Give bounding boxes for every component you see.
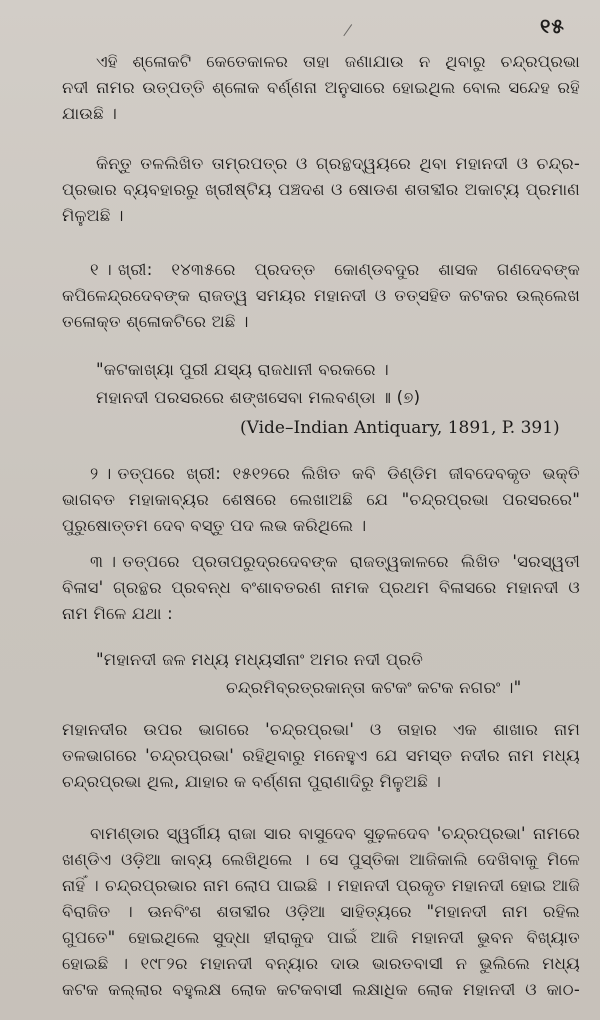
paragraph-7-line-2: ଖଣ୍ଡିଏ ଓଡ଼ିଆ କାବ୍ୟ ଲେଖିଥିଲେ । ସେ ପୁସ୍ତିକା ଆଜିକାଲି ଦେଖିବାକୁ ମିଳେ <box>62 850 580 869</box>
paragraph-7-line-1: ବାମଣ୍ଡାର ସ୍ୱର୍ଗୀୟ ରାଜା ସାର ବାସୁଦେବ ସୁଢ଼ଳଦେବ 'ଚନ୍ଦ୍ରପ୍ରଭା' ନାମରେ <box>90 824 580 843</box>
paragraph-2-line-2: ପ୍ରଭାର ବ୍ୟବହାରରୁ ଖ୍ରୀଷ୍ଟିୟ ପଞ୍ଚଦଶ ଓ ଷୋଡଶ ଶତାବ୍ଦୀର ଅକାଟ୍ୟ ପ୍ରମାଣ <box>62 180 580 199</box>
quote-1-line-2: ମହାନଦୀ ପରସରରେ ଶଙ୍ଖସେବା ମଲବଣ୍ଡା ॥ (୭) <box>96 388 421 407</box>
paragraph-7-line-3: ନାହିଁ । ଚନ୍ଦ୍ରପ୍ରଭାର ନାମ ଲୋପ ପାଇଛି । ମହାନଦୀ ପ୍ରକୃତ ମହାନଦୀ ହୋଇ ଆଜି <box>62 876 580 895</box>
pen-mark <box>343 24 354 38</box>
quote-1-line-1: "କଟକାଖ୍ୟା ପୁରୀ ଯସ୍ୟ ରାଜଧାନୀ ବରକରେ । <box>96 360 389 379</box>
paragraph-4-line-1: ୨ । ତତ୍ପରେ ଖ୍ରୀ: ୧୫୧୨ରେ ଲିଖିତ କବି ଡିଣ୍ଡିମ ଜୀବଦେବକୃତ ଭକ୍ତି <box>90 462 580 488</box>
paragraph-3-line-1: ୧ । ଖ୍ରୀ: ୧୪୩୫ରେ ପ୍ରଦତ୍ତ କୋଣ୍ଡବଦୁର ଶାସକ ଗଣଦେବଙ୍କ <box>90 258 580 284</box>
paragraph-7-line-7: କଟକ କଲ୍ଲାର ବହୁଲକ୍ଷ ଲୋକ କଟକବାସୀ ଲକ୍ଷାଧିକ ଲୋକ ମହାନଦୀ ଓ କାଠ- <box>62 980 580 999</box>
paragraph-4-line-3: ପୁରୁଷୋତ୍ତମ ଦେବ ବସ୍ତୁ ପଦ ଲଭ କରିଥିଲେ । <box>62 516 367 535</box>
paragraph-1-line-1: ଏହି ଶ୍ଳୋକଟି କେତେକାଳର ତାହା ଜଣାଯାଉ ନ ଥିବାରୁ ଚନ୍ଦ୍ରପ୍ରଭା <box>96 52 580 71</box>
paragraph-5-line-3: ନାମ ମିଳେ ଯଥା : <box>62 604 173 623</box>
page-number: ୧୫ <box>540 14 565 38</box>
paragraph-6-line-1: ମହାନଦୀର ଉପର ଭାଗରେ 'ଚନ୍ଦ୍ରପ୍ରଭା' ଓ ତାହାର ଏକ ଶାଖାର ନାମ <box>62 720 580 739</box>
paragraph-4-line-2: ଭାଗବତ ମହାକାବ୍ୟର ଶେଷରେ ଲେଖାଅଛି ଯେ "ଚନ୍ଦ୍ରପ୍ରଭା ପରସରରେ" <box>62 490 580 509</box>
paragraph-7-line-4: ବିରାଜିତ । ଊନବିଂଶ ଶତାବ୍ଦୀର ଓଡ଼ିଆ ସାହିତ୍ୟରେ "ମହାନଦୀ ନାମ ରହିଲ <box>62 902 580 921</box>
paragraph-5-line-1: ୩ । ତତ୍ପରେ ପ୍ରତାପରୁଦ୍ରଦେବଙ୍କ ରାଜତ୍ୱକାଳରେ ଲିଖିତ 'ସରସ୍ୱତୀ <box>90 550 580 576</box>
paragraph-6-line-2: ତଳଭାଗରେ 'ଚନ୍ଦ୍ରପ୍ରଭା' ରହିଥିବାରୁ ମନେହୁଏ ଯେ ସମସ୍ତ ନଦୀର ନାମ ମଧ୍ୟ <box>62 746 580 765</box>
citation-reference: (Vide–Indian Antiquary, 1891, P. 391) <box>240 418 560 438</box>
quote-2-line-2: ଚନ୍ଦ୍ରମିବ୍ରତ୍ରକାନ୍ତା କଟକଂ କଟକ ନଗରଂ ।" <box>226 678 522 697</box>
paragraph-3-line-3: ତଳୋକ୍ତ ଶ୍ଳୋକଟିରେ ଅଛି । <box>62 312 249 331</box>
paragraph-2-line-3: ମିଳୁଅଛି । <box>62 206 124 225</box>
item-number-1: ୧ । <box>90 260 112 279</box>
paragraph-7-line-5: ଗୁପତେ" ହୋଇଥିଲେ ସୁଦ୍ଧା ହୀରାକୁଦ ପାଇଁ ଆଜି ମହାନଦୀ ଭୁବନ ବିଖ୍ୟାତ <box>62 928 580 947</box>
paragraph-3-line-2: କପିଳେନ୍ଦ୍ରଦେବଙ୍କ ରାଜତ୍ୱ ସମୟର ମହାନଦୀ ଓ ତତ୍ସହିତ କଟକର ଉଲ୍ଲେଖ <box>62 286 580 305</box>
paragraph-7-line-6: ହୋଇଛି । ୧୯୮୨ର ମହାନଦୀ ବନ୍ୟାର ଦାଉ ଭାରତବାସୀ ନ ଭୁଲିଲେ ମଧ୍ୟ <box>62 954 580 973</box>
paragraph-2-line-1: କିନ୍ତୁ ତଳଲିଖିତ ତାମ୍ରପତ୍ର ଓ ଗ୍ରନ୍ଥଦ୍ୱୟରେ ଥିବା ମହାନଦୀ ଓ ଚନ୍ଦ୍ର- <box>96 154 580 173</box>
item-number-2: ୨ । <box>90 464 112 483</box>
paragraph-5-line-2: ବିଳାସ' ଗ୍ରନ୍ଥର ପ୍ରବନ୍ଧ ବଂଶାବତରଣ ନାମକ ପ୍ରଥମ ବିଳାସରେ ମହାନଦୀ ଓ <box>62 578 580 597</box>
quote-2-line-1: "ମହାନଦୀ ଜଳ ମଧ୍ୟ ମଧ୍ୟସୀନାଂ ଅମର ନଦୀ ପ୍ରତି <box>96 650 424 669</box>
paragraph-1-line-2: ନଦୀ ନାମର ଉତ୍ପତ୍ତି ଶ୍ଳୋକ ବର୍ଣ୍ଣନା ଅନୁସାରେ ହୋଇଥିଲ ବୋଲ ସନ୍ଦେହ ରହି <box>62 78 580 97</box>
paragraph-1-line-3: ଯାଉଛି । <box>62 104 117 123</box>
item-number-3: ୩ । <box>90 552 117 571</box>
paragraph-6-line-3: ଚନ୍ଦ୍ରପ୍ରଭା ଥିଲ, ଯାହାର କ ବର୍ଣ୍ଣନା ପୁରାଣାଦିରୁ ମିଳୁଅଛି । <box>62 772 442 791</box>
